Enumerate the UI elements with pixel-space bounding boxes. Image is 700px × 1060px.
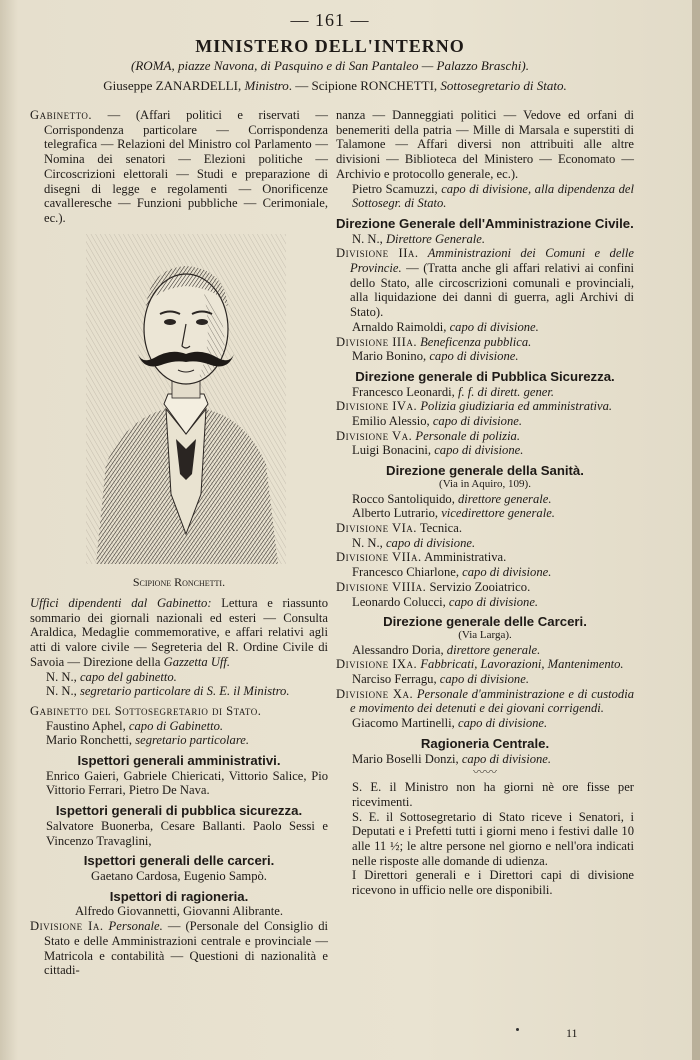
scamuzzi-entry — [336, 182, 634, 211]
division-title: Servizio Zooiatrico. — [426, 579, 531, 594]
bonino-entry — [336, 349, 634, 364]
division-title: Personale. — [103, 919, 163, 934]
division-label: Divisione VIIIa. — [336, 579, 427, 594]
divisione-10-paragraph — [336, 687, 634, 716]
person-name: Mario Bonino, — [352, 349, 430, 364]
continued-text: nanza — Danneggiati politici — Vedove ed orfani di benemeriti della patria — Mille di Marsala e superstiti di Talamone — Affari diversi non attribuiti alle altre divisioni — Biblioteca del Ministero — Economato — Archivio e protocollo generale, ec.). — [336, 108, 634, 181]
martinelli-entry — [336, 716, 634, 731]
person-name: Francesco Chiarlone, — [352, 565, 463, 580]
gabinetto-sottosegretario-label: Gabinetto del Sottosegretario di Stato. — [30, 703, 262, 718]
nn-div6-entry — [336, 536, 634, 551]
person-role: capo di Gabinetto. — [128, 718, 224, 733]
division-label: Divisione IIIa. — [336, 334, 417, 349]
gabinetto-label: Gabinetto. — [30, 108, 93, 122]
person-name: Francesco Leonardi, — [352, 384, 458, 399]
uffici-gazzetta: Gazzetta Uff. — [163, 654, 231, 669]
division-label: Divisione Xa. — [336, 686, 414, 701]
person-role: direttore generale. — [446, 642, 541, 657]
person-name: N. N., — [46, 684, 80, 699]
division-title: Fabbricati, Lavorazioni, Mantenimento. — [417, 657, 624, 672]
doria-entry — [336, 643, 634, 658]
raimoldi-entry — [336, 320, 634, 335]
division-label: Divisione Va. — [336, 428, 413, 443]
division-title: Amministrativa. — [421, 550, 507, 565]
section-heading-ispettori-ragioneria: Ispettori di ragioneria. — [109, 888, 249, 904]
boselli-entry — [336, 752, 634, 767]
divisione-6-paragraph — [336, 521, 634, 536]
person-role: capo di divisione. — [448, 594, 539, 609]
ink-dot — [516, 1028, 519, 1031]
page-number: — 161 — — [290, 10, 370, 30]
gabinetto-paragraph — [30, 108, 328, 226]
portrait-engraving — [86, 234, 286, 564]
person-name: Pietro Scamuzzi, — [352, 181, 442, 196]
person-name: N. N., — [352, 231, 386, 246]
division-label: Divisione Ia. — [30, 919, 104, 934]
section-heading-ispettori-amm: Ispettori generali amministrativi. — [77, 753, 281, 769]
portrait-caption: Scipione Ronchetti. — [132, 575, 226, 590]
section-heading-dg-ps: Direzione generale di Pubblica Sicurezza. — [355, 368, 615, 384]
division-label: Divisione IIa. — [336, 246, 419, 261]
section-heading-ispettori-carceri: Ispettori generali delle carceri. — [83, 853, 275, 869]
person-role: capo di divisione. — [461, 751, 552, 766]
dg-sanita-address: (Via in Aquiro, 109). — [439, 477, 531, 490]
person-role: capo di divisione. — [429, 349, 519, 364]
person-role: capo di divisione. — [462, 565, 552, 580]
minister-role: Ministro — [244, 78, 289, 93]
minister-name: Giuseppe ZANARDELLI, — [103, 78, 245, 93]
note-sottosegretario: S. E. il Sottosegretario di Stato riceve i Senatori, i Deputati e i Prefetti tutti i giorni meno i festivi dalle 10 alle 11 ½; le altre persone nel giorno e nell'ora indicati nelle risposte alle domande di udienza. — [352, 809, 634, 868]
dg-carceri-address: (Via Larga). — [458, 628, 512, 641]
divisione-2-paragraph — [336, 246, 634, 320]
section-heading-ispettori-ps: Ispettori generali di pubblica sicurezza. — [55, 803, 303, 819]
person-role: capo di divisione. — [432, 414, 523, 429]
person-role: f. f. di dirett. gener. — [457, 384, 555, 399]
person-name: Rocco Santoliquido, — [352, 491, 458, 506]
nn-segretario — [30, 684, 328, 699]
undersecretary-role: Sottosegretario di Stato. — [440, 78, 567, 93]
person-name: Alberto Lutrario, — [352, 506, 442, 521]
person-name: Faustino Aphel, — [46, 718, 129, 733]
divisione-1-paragraph — [30, 919, 328, 978]
division-title: Amministrazioni dei Comuni e delle Provincie. — [350, 246, 634, 276]
person-role: capo di divisione. — [457, 716, 548, 731]
staff-separator: . — Scipione RONCHETTI, — [288, 78, 441, 93]
ispettori-carceri-names: Gaetano Cardosa, Eugenio Sampò. — [91, 868, 267, 883]
right-column — [336, 108, 634, 898]
division-title: Tecnica. — [416, 520, 462, 535]
person-role: segretario particolare di S. E. il Ministro. — [79, 684, 290, 699]
division-label: Divisione VIa. — [336, 520, 417, 535]
person-name: Mario Ronchetti, — [46, 733, 136, 748]
person-role: capo di divisione. — [439, 672, 529, 687]
person-name: Mario Boselli Donzi, — [352, 751, 462, 766]
divisione-3-paragraph — [336, 335, 634, 350]
dg-civile-director — [336, 232, 634, 247]
ferragu-entry — [336, 672, 634, 687]
ronchetti-entry — [30, 733, 328, 748]
section-heading-ragioneria: Ragioneria Centrale. — [420, 735, 550, 751]
divisione-5-paragraph — [336, 429, 634, 444]
division-title: Personale d'amministrazione e di custodia e movimento dei detenuti e dei giovani corrigendi. — [350, 686, 634, 716]
division-label: Divisione IVa. — [336, 399, 418, 414]
signature-mark: 11 — [566, 1026, 578, 1040]
note-ministro: S. E. il Ministro non ha giorni nè ore fisse per ricevimenti. — [352, 780, 634, 809]
divisione-8-paragraph — [336, 580, 634, 595]
page-title: MINISTERO DELL'INTERNO — [195, 36, 465, 56]
division-title: Polizia giudiziaria ed amministrativa. — [417, 399, 613, 414]
person-role: direttore generale. — [458, 491, 552, 506]
left-column — [30, 108, 328, 978]
chiarlone-entry — [336, 565, 634, 580]
nn-capo-gabinetto — [30, 670, 328, 685]
person-name: N. N., — [46, 669, 80, 684]
alessio-entry — [336, 414, 634, 429]
person-role: capo di divisione. — [449, 319, 539, 334]
person-role: vicedirettore generale. — [441, 506, 555, 521]
person-role: segretario particolare. — [135, 733, 250, 748]
person-role: capo di divisione. — [434, 443, 524, 458]
person-name: Narciso Ferragu, — [352, 672, 440, 687]
uffici-label: Uffici dipendenti dal Gabinetto: — [30, 596, 212, 611]
person-name: N. N., — [352, 535, 386, 550]
uffici-paragraph — [30, 596, 328, 670]
staff-line — [0, 78, 670, 94]
lutrario-entry — [336, 506, 634, 521]
page-subtitle: (ROMA, piazze Navona, di Pasquino e di San Pantaleo — Palazzo Braschi). — [131, 58, 529, 73]
division-title: Personale di polizia. — [412, 428, 521, 443]
colucci-entry — [336, 595, 634, 610]
person-name: Giacomo Martinelli, — [352, 716, 458, 731]
divisione-7-paragraph — [336, 550, 634, 565]
section-heading-dg-civile: Direzione Generale dell'Amministrazione Civile. — [336, 215, 634, 231]
person-name: Emilio Alessio, — [352, 414, 433, 429]
person-role: capo del gabinetto. — [79, 669, 177, 684]
division-text: — (Personale del Consiglio di Stato e delle Amministrazioni centrale e provinciale — Matricola e contabilità — Questioni di nazionalità e cittadi- — [44, 919, 328, 978]
person-role: capo di divisione, alla dipendenza del Sottosegr. di Stato. — [352, 181, 634, 211]
divisione-9-paragraph — [336, 657, 634, 672]
page-edge — [692, 0, 700, 1060]
division-title: Beneficenza pubblica. — [416, 334, 532, 349]
person-name: Alessandro Doria, — [352, 642, 447, 657]
section-heading-dg-carceri: Direzione generale delle Carceri. — [383, 614, 587, 630]
section-heading-dg-sanita: Direzione generale della Sanità. — [386, 463, 584, 479]
santoliquido-entry — [336, 492, 634, 507]
bonacini-entry — [336, 443, 634, 458]
ispettori-ps-names: Salvatore Buonerba, Cesare Ballanti. Paolo Sessi e Vincenzo Travaglini, — [46, 818, 328, 848]
division-text: — (Tratta anche gli affari relativi ai confini dello Stato, alle circoscrizioni comunali e provinciali, alla liquidazione dei danni di guerra, agli Archivi di Stato). — [350, 261, 634, 320]
ornament-divider: 〰〰 — [472, 765, 497, 780]
person-role: Direttore Generale. — [385, 231, 486, 246]
ispettori-ragioneria-names: Alfredo Giovannetti, Giovanni Alibrante. — [74, 904, 284, 919]
ispettori-amm-names: Enrico Gaieri, Gabriele Chiericati, Vittorio Salice, Pio Vittorio Ferrari, Pietro De Nava. — [46, 768, 328, 798]
division-label: Divisione IXa. — [336, 657, 418, 672]
person-name: Luigi Bonacini, — [352, 443, 435, 458]
leonardi-entry — [336, 385, 634, 400]
aphel-entry — [30, 719, 328, 734]
person-name: Leonardo Colucci, — [352, 594, 449, 609]
note-direttori: I Direttori generali e i Direttori capi di divisione ricevono in ufficio nelle ore disponibili. — [352, 868, 634, 898]
divisione-4-paragraph — [336, 399, 634, 414]
person-name: Arnaldo Raimoldi, — [352, 319, 450, 334]
person-role: capo di divisione. — [385, 535, 476, 550]
division-label: Divisione VIIa. — [336, 550, 422, 565]
uffici-text: Lettura e riassunto sommario dei giornali nazionali ed esteri — Consulta Araldica, Medaglie commemorative, e affari relativi agli atti di valore civile — Segreteria del R. Ordine Civile di Savoia — Direzione della — [30, 596, 328, 669]
gabinetto-text: — (Affari politici e riservati — Corrispondenza particolare — Corrispondenza telegrafica — Relazioni del Ministro col Parlamento — Nomina dei senatori — Elezioni politiche — Circoscrizioni elettorali — Studi e preparazione di disegni di legge e regolamenti — Onorificenze cavalleresche — Funzioni pubbliche — Cerimoniale, ec.). — [44, 108, 328, 225]
